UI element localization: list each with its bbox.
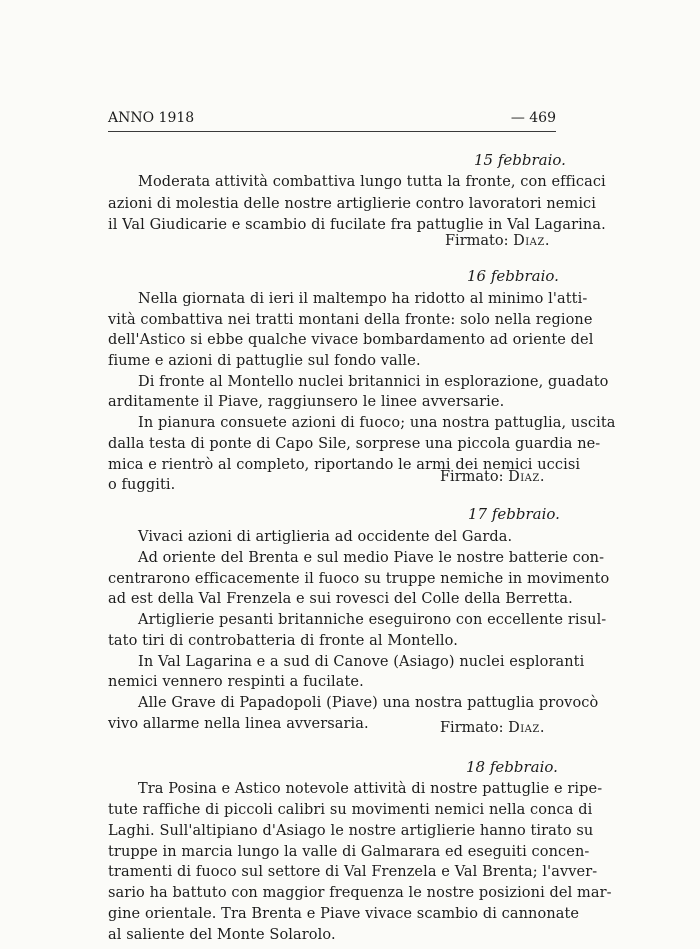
text-line: Moderata attività combattiva lungo tutta la fronte, con efficaci bbox=[138, 174, 606, 190]
signature-label: Firmato: bbox=[440, 720, 504, 736]
signature bbox=[445, 233, 550, 249]
entry-date: 16 febbraio. bbox=[467, 267, 559, 285]
signature-name: Diaz. bbox=[508, 720, 545, 736]
text-line: In pianura consuete azioni di fuoco; una nostra pattuglia, uscita bbox=[138, 415, 616, 431]
entry-date: 17 febbraio. bbox=[468, 505, 560, 523]
text-line: tute raffiche di piccoli calibri su movimenti nemici nella conca di bbox=[108, 802, 593, 818]
header-year: ANNO 1918 bbox=[108, 110, 195, 126]
signature bbox=[440, 469, 545, 485]
text-line: ad est della Val Frenzela e sui rovesci del Colle della Berretta. bbox=[108, 591, 573, 607]
text-line: al saliente del Monte Solarolo. bbox=[108, 927, 336, 943]
entry-date: 15 febbraio. bbox=[474, 151, 566, 169]
text-line: dalla testa di ponte di Capo Sile, sorprese una piccola guardia ne- bbox=[108, 436, 601, 452]
text-line: vità combattiva nei tratti montani della fronte: solo nella regione bbox=[108, 312, 593, 328]
text-line: Vivaci azioni di artiglieria ad occidente del Garda. bbox=[138, 529, 513, 545]
page-number: — 469 bbox=[510, 110, 556, 126]
text-line: In Val Lagarina e a sud di Canove (Asiago) nuclei esploranti bbox=[138, 654, 585, 670]
signature-label: Firmato: bbox=[445, 233, 509, 249]
text-line: arditamente il Piave, raggiunsero le linee avversarie. bbox=[108, 394, 505, 410]
signature-name: Diaz. bbox=[508, 469, 545, 485]
text-line: Laghi. Sull'altipiano d'Asiago le nostre artiglierie hanno tirato su bbox=[108, 823, 594, 839]
text-line: vivo allarme nella linea avversaria. bbox=[108, 716, 369, 732]
text-line: gine orientale. Tra Brenta e Piave vivace scambio di cannonate bbox=[108, 906, 580, 922]
text-line: azioni di molestia delle nostre artiglierie contro lavoratori nemici bbox=[108, 196, 597, 212]
header-rule bbox=[108, 131, 556, 132]
text-line: nemici vennero respinti a fucilate. bbox=[108, 674, 364, 690]
text-line: mica e rientrò al completo, riportando le armi dei nemici uccisi bbox=[108, 457, 581, 473]
text-line: Ad oriente del Brenta e sul medio Piave le nostre batterie con- bbox=[138, 550, 605, 566]
running-header bbox=[108, 110, 556, 126]
signature bbox=[440, 720, 545, 736]
signature-label: Firmato: bbox=[440, 469, 504, 485]
text-line: centrarono efficacemente il fuoco su truppe nemiche in movimento bbox=[108, 571, 610, 587]
text-line: sario ha battuto con maggior frequenza le nostre posizioni del mar- bbox=[108, 885, 612, 901]
signature-name: Diaz. bbox=[513, 233, 550, 249]
entry-date: 18 febbraio. bbox=[466, 758, 558, 776]
text-line: Alle Grave di Papadopoli (Piave) una nostra pattuglia provocò bbox=[138, 695, 599, 711]
text-line: Di fronte al Montello nuclei britannici in esplorazione, guadato bbox=[138, 374, 609, 390]
text-line: fiume e azioni di pattuglie sul fondo valle. bbox=[108, 353, 421, 369]
text-line: dell'Astico si ebbe qualche vivace bombardamento ad oriente del bbox=[108, 332, 594, 348]
text-line: Nella giornata di ieri il maltempo ha ridotto al minimo l'atti- bbox=[138, 291, 588, 307]
text-line: tramenti di fuoco sul settore di Val Frenzela e Val Brenta; l'avver- bbox=[108, 864, 598, 880]
text-line: Artiglierie pesanti britanniche eseguirono con eccellente risul- bbox=[138, 612, 607, 628]
text-line: truppe in marcia lungo la valle di Galmarara ed eseguiti concen- bbox=[108, 844, 590, 860]
text-line: il Val Giudicarie e scambio di fucilate fra pattuglie in Val Lagarina. bbox=[108, 217, 606, 233]
text-line: o fuggiti. bbox=[108, 477, 176, 493]
text-line: tato tiri di controbatteria di fronte al Montello. bbox=[108, 633, 458, 649]
text-line: Tra Posina e Astico notevole attività di nostre pattuglie e ripe- bbox=[138, 781, 603, 797]
